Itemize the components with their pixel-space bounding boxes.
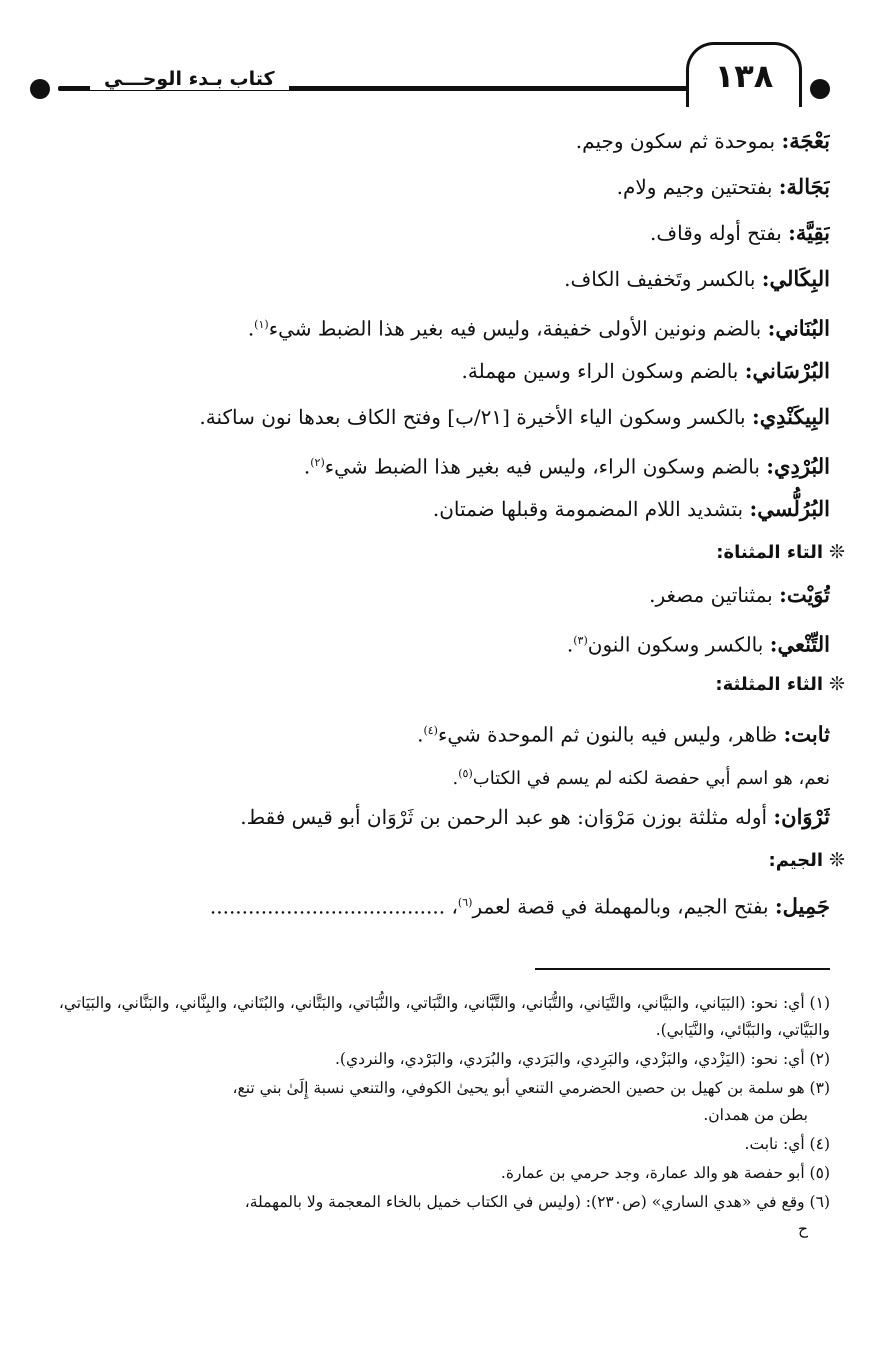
footnote	[42, 1075, 830, 1129]
page-number: ١٣٨	[686, 42, 802, 107]
entry-term: ثَرْوَان:	[773, 804, 830, 829]
entry-text: ظاهر، وليس فيه بالنون ثم الموحدة شيء	[437, 722, 784, 747]
entry-row	[50, 210, 830, 256]
footnote	[42, 1131, 830, 1158]
entries-ta	[50, 572, 830, 664]
star-icon: ❊	[829, 673, 845, 695]
entry-term: جَمِيل:	[774, 893, 830, 919]
footnote-ref: (١)	[254, 318, 269, 331]
entry-row	[50, 302, 830, 348]
header-dot-left	[30, 79, 50, 99]
footnote	[42, 1160, 830, 1187]
footnote	[42, 1046, 830, 1073]
entry-text: بفتح الجيم، وبالمهملة في قصة لعمر	[472, 894, 775, 919]
entry-text: بالكسر وتَخفيف الكاف.	[564, 267, 762, 291]
header-dot-right	[810, 79, 830, 99]
entry-term: تُوَيْت:	[779, 582, 830, 607]
star-icon: ❊	[829, 849, 845, 871]
footnote-line: (٢) أي: نحو: (اليَزْدي، والبَزْدي، والبَرِدي، والبَرَدي، والبُرَدي، والبَرْدي، والنردي).	[335, 1050, 830, 1068]
entry-term: بَقِيَّة:	[788, 220, 830, 245]
section-heading-ta	[50, 532, 845, 572]
section-heading-jim	[50, 840, 845, 880]
footnote-line: (٤) أي: نابت.	[744, 1135, 830, 1153]
entry-term: ثابت:	[783, 721, 830, 747]
entry-end: .	[247, 316, 255, 341]
footnote-ref: (٢)	[310, 456, 325, 469]
entry-text: بموحدة ثم سكون وجيم.	[575, 129, 782, 153]
section-label: التاء المثناة:	[716, 542, 824, 563]
footnote-line: (٦) وقع في «هدي الساري» (ص٢٣٠): (وليس في الكتاب خميل بالخاء المعجمة ولا بالمهملة،	[244, 1193, 830, 1211]
entry-text: بالضم وسكون الراء وسين مهملة.	[461, 359, 745, 383]
entry-term: التِّنْعي:	[769, 631, 830, 657]
entry-jamil	[50, 880, 830, 926]
entry-term: البُرُلُّسي:	[749, 496, 830, 521]
entry-term: بَعْجَة:	[781, 128, 830, 153]
running-header	[30, 38, 830, 118]
entry-row	[50, 486, 830, 532]
entry-row	[50, 348, 830, 394]
section-heading-tha	[50, 664, 845, 704]
entry-text: بالضم ونونين الأولى خفيفة، وليس فيه بغير هذا الضبط شيء	[268, 316, 768, 341]
footnote-line: (١) أي: نحو: (البَيَاني، والبَيَّاني، والتَّيَاني، والتُّبَاني، والتَّبَّاني، والنَّبَاتي، والنُّبَاتي، والبَتَّاني، والبُتَاني، والبِنَّاني، والبَنَّاني، والبَيَاتي، والبَيَّاتي، والبَبَّائي، والنَّيَابي).	[58, 994, 830, 1039]
footnote	[42, 1189, 830, 1243]
footnotes	[42, 990, 830, 1245]
entry-tharwan	[50, 794, 830, 840]
entry-end: .	[417, 722, 424, 747]
entry-row	[50, 164, 830, 210]
footnote	[42, 990, 830, 1044]
footnote-ref: (٤)	[423, 724, 438, 737]
entry-term: البِكَالي:	[761, 266, 830, 291]
footnote-ref: (٥)	[458, 767, 473, 780]
section-label: الجيم:	[768, 850, 824, 871]
entry-term: البُرْدِي:	[766, 453, 830, 479]
entry-term: بَجَالة:	[778, 174, 830, 199]
entry-row	[50, 256, 830, 302]
entry-end: .	[566, 632, 574, 657]
book-title: كتاب بـدء الوحـــي	[90, 68, 289, 90]
star-icon: ❊	[829, 541, 845, 563]
entry-text: بالكسر وسكون الياء الأخيرة [٢١/ب] وفتح الكاف بعدها نون ساكنة.	[199, 405, 752, 429]
entry-term: البُنَاني:	[767, 315, 830, 341]
footnote-separator	[535, 968, 830, 970]
footnote-line: (٣) هو سلمة بن كهيل بن حصين الحضرمي التنعي أبو يحيىٰ الكوفي، والتنعي نسبة إِلَىٰ بني تنع،	[232, 1079, 830, 1097]
footnote-line: بطن من همدان.	[703, 1106, 808, 1124]
entry-text: أوله مثلثة بوزن مَرْوَان: هو عبد الرحمن بن ثَرْوَان أبو قيس فقط.	[240, 805, 774, 829]
footnote-line: (٥) أبو حفصة هو والد عمارة، وجد حرمي بن عمارة.	[500, 1164, 830, 1182]
entry-text: بتشديد اللام المضمومة وقبلها ضمتان.	[432, 497, 750, 521]
footnote-ref: (٦)	[457, 896, 473, 909]
entry-term: البِيكَنْدِي:	[751, 404, 830, 429]
footnote-ref: (٣)	[573, 634, 588, 647]
entry-end: ، .....................................	[209, 894, 458, 919]
entry-row	[50, 572, 830, 618]
note-abu-hafsa	[50, 754, 830, 794]
entry-term: البُرْسَاني:	[744, 358, 830, 383]
entry-text: بفتح أوله وقاف.	[650, 221, 789, 245]
entry-text: بالكسر وسكون النون	[587, 632, 770, 657]
entry-row	[50, 618, 830, 664]
entries-ba	[50, 118, 830, 532]
note-text: نعم، هو اسم أبي حفصة لكنه لم يسم في الكتاب	[472, 768, 830, 789]
entry-text: بفتحتين وجيم ولام.	[616, 175, 779, 199]
entry-end: .	[452, 768, 459, 789]
entry-text: بمثناتين مصغر.	[649, 583, 780, 607]
entry-end: .	[303, 454, 311, 479]
section-label: الثاء المثلثة:	[715, 674, 824, 695]
entry-thabit	[50, 708, 830, 754]
main-text	[50, 118, 845, 926]
entry-row	[50, 440, 830, 486]
footnote-line: ح	[797, 1220, 808, 1238]
entry-row	[50, 394, 830, 440]
entry-row	[50, 118, 830, 164]
entry-text: بالضم وسكون الراء، وليس فيه بغير هذا الضبط شيء	[324, 454, 767, 479]
